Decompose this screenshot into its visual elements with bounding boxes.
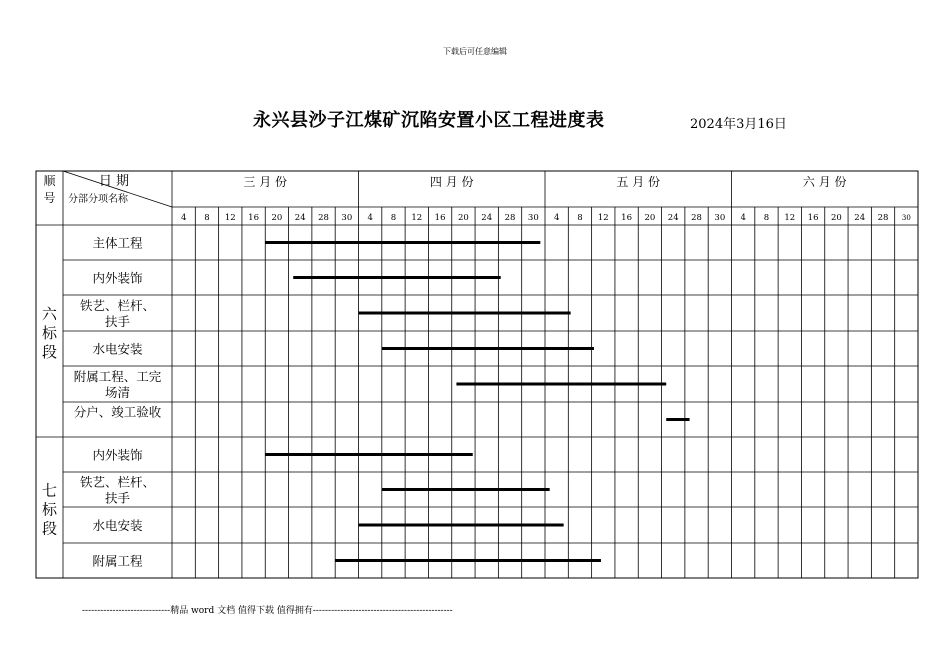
header-note: 下载后可任意编辑 <box>443 47 507 56</box>
row-name-line: 附属工程、工完 <box>73 369 162 384</box>
day-label: 30 <box>341 213 353 223</box>
month-label: 四 月 份 <box>429 175 474 189</box>
day-label: 16 <box>248 213 260 223</box>
day-label: 20 <box>271 213 283 223</box>
day-label: 28 <box>877 213 889 223</box>
row-name-line: 铁艺、栏杆、 <box>79 298 156 313</box>
day-label: 24 <box>854 213 866 223</box>
month-label: 六 月 份 <box>802 175 847 189</box>
day-label: 4 <box>553 213 560 223</box>
day-label: 16 <box>434 213 446 223</box>
page-title: 永兴县沙子江煤矿沉陷安置小区工程进度表 <box>253 110 605 131</box>
item-header: 分部分项名称 <box>68 194 128 205</box>
day-label: 4 <box>740 213 746 223</box>
section-label-char: 标 <box>41 324 58 342</box>
day-label: 12 <box>411 213 423 223</box>
section-label-char: 六 <box>41 305 58 323</box>
day-label: 20 <box>830 213 842 223</box>
footer-text: -----------------------------精品 word 文档 值得下载 值得拥有---------------------------------------------- <box>82 606 453 616</box>
row-name: 内外装饰 <box>92 270 143 286</box>
row-name-line: 铁艺、栏杆、 <box>79 474 156 490</box>
row-name: 主体工程 <box>92 235 143 251</box>
day-label: 30 <box>714 213 726 223</box>
row-name: 水电安装 <box>92 518 143 533</box>
section-label-char: 段 <box>41 343 58 361</box>
row-name-line: 场清 <box>104 385 131 400</box>
day-label: 8 <box>390 213 397 223</box>
day-label: 8 <box>763 213 770 223</box>
day-label: 4 <box>180 213 187 223</box>
seq-header-char-1: 顺 <box>43 174 56 188</box>
day-label: 24 <box>481 213 493 223</box>
day-label: 16 <box>621 213 633 223</box>
day-label: 20 <box>644 213 656 223</box>
report-date: 2024年3月16日 <box>690 117 787 132</box>
day-label: 12 <box>597 213 609 223</box>
day-label: 28 <box>318 213 329 223</box>
day-label: 20 <box>457 213 469 223</box>
month-label: 五 月 份 <box>616 175 661 189</box>
day-label: 8 <box>204 213 210 223</box>
day-label: 24 <box>294 213 306 223</box>
section-label-char: 段 <box>41 519 58 538</box>
date-header: 日 期 <box>98 174 130 189</box>
section-label-char: 七 <box>41 481 58 500</box>
day-label: 28 <box>504 213 516 223</box>
day-label: 30 <box>901 214 911 222</box>
section-label-char: 标 <box>41 500 58 519</box>
row-name-line: 分户、竣工验收 <box>73 404 162 420</box>
day-label: 16 <box>807 213 819 223</box>
row-name: 内外装饰 <box>92 447 143 463</box>
day-label: 12 <box>224 213 236 223</box>
row-name: 水电安装 <box>92 341 143 357</box>
day-label: 4 <box>367 213 373 223</box>
table-frame <box>36 171 918 578</box>
day-label: 24 <box>667 213 679 223</box>
row-name: 附属工程 <box>92 553 143 569</box>
day-label: 28 <box>691 213 702 223</box>
seq-header-char-2: 号 <box>43 191 56 205</box>
row-name-line: 扶手 <box>104 490 131 506</box>
row-name-line: 扶手 <box>104 314 131 329</box>
day-label: 8 <box>577 213 583 223</box>
day-label: 12 <box>784 213 796 223</box>
month-label: 三 月 份 <box>243 175 288 189</box>
day-label: 30 <box>527 213 539 223</box>
